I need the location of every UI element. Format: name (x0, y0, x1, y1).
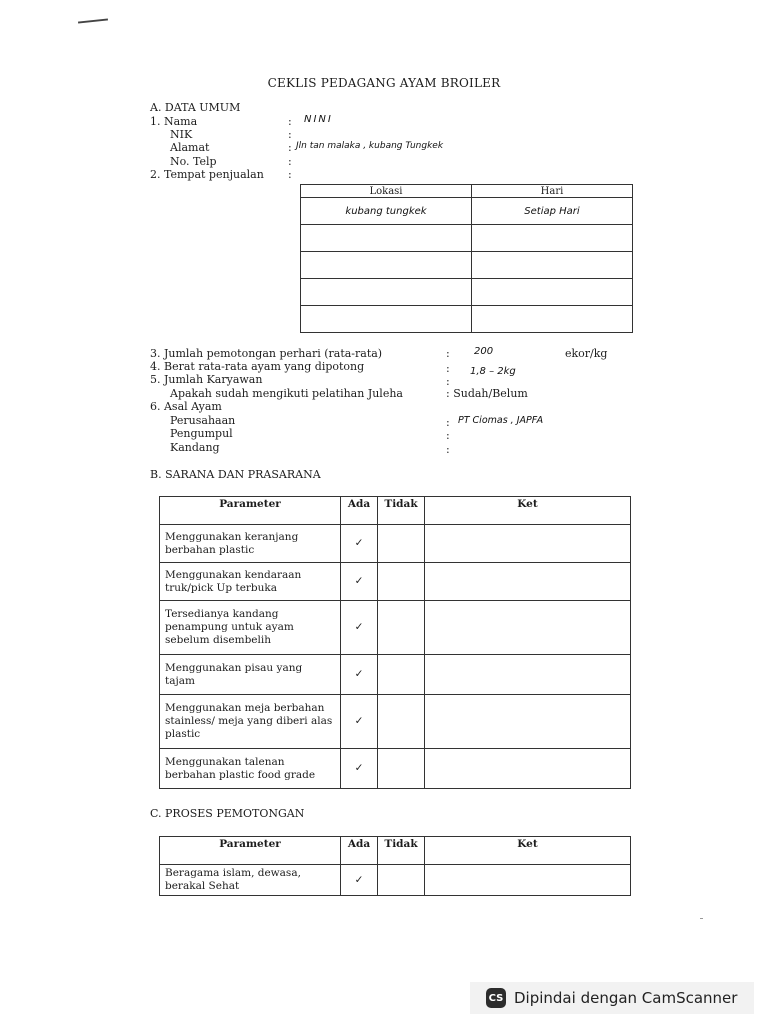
ket-cell (425, 655, 631, 695)
q6-label: 6. Asal Ayam (150, 400, 222, 413)
camscanner-icon: CS (486, 988, 506, 1008)
nik-label: NIK (170, 128, 193, 141)
hari-cell (472, 306, 633, 333)
table-row (160, 563, 631, 601)
q5b-label: Apakah sudah mengikuti pelatihan Juleha (170, 387, 403, 400)
param-cell: Menggunakan pisau yang tajam (160, 655, 341, 695)
q5-label: 5. Jumlah Karyawan (150, 373, 263, 386)
colon: : (446, 347, 450, 360)
tidak-cell (378, 601, 425, 655)
lokasi-cell (301, 225, 472, 252)
table-row (160, 525, 631, 563)
ket-cell (425, 865, 631, 896)
ket-cell (425, 695, 631, 749)
ket-cell (425, 563, 631, 601)
q3-label: 3. Jumlah pemotongan perhari (rata-rata) (150, 347, 383, 360)
q4-value: 1,8 – 2kg (470, 366, 516, 377)
q3-value: 200 (474, 346, 494, 357)
ada-check: ✓ (341, 525, 378, 563)
lokasi-header: Lokasi (301, 185, 472, 198)
lokasi-hari-table (300, 184, 633, 333)
table-row (160, 601, 631, 655)
tidak-cell (378, 695, 425, 749)
ada-check: ✓ (341, 601, 378, 655)
header-ada: Ada (341, 497, 378, 525)
tidak-cell (378, 865, 425, 896)
ada-check: ✓ (341, 563, 378, 601)
colon: : (288, 168, 292, 181)
ada-check: ✓ (341, 695, 378, 749)
colon: : (446, 362, 450, 375)
colon: : (446, 429, 450, 442)
ket-cell (425, 749, 631, 789)
header-ket: Ket (425, 837, 631, 865)
param-cell: Menggunakan meja berbahan stainless/ meja yang diberi alas plastic (160, 695, 341, 749)
q5b-value: : Sudah/Belum (446, 387, 528, 400)
colon: : (446, 443, 450, 456)
ada-check: ✓ (341, 865, 378, 896)
param-cell: Tersedianya kandang penampung untuk ayam sebelum disembelih (160, 601, 341, 655)
kandang-label: Kandang (170, 441, 220, 454)
pen-mark (78, 18, 108, 23)
colon: : (446, 375, 450, 388)
lokasi-cell (301, 252, 472, 279)
section-a-heading: A. DATA UMUM (150, 101, 241, 114)
header-tidak: Tidak (378, 497, 425, 525)
perusahaan-value: PT Ciomas , JAPFA (458, 415, 544, 426)
q4-label: 4. Berat rata-rata ayam yang dipotong (150, 360, 365, 373)
colon: : (288, 141, 292, 154)
camscanner-text: Dipindai dengan CamScanner (514, 989, 738, 1007)
param-cell: Menggunakan keranjang berbahan plastic (160, 525, 341, 563)
hari-value: Setiap Hari (472, 198, 633, 225)
lokasi-cell (301, 279, 472, 306)
nama-label: 1. Nama (150, 115, 198, 128)
header-ket: Ket (425, 497, 631, 525)
colon: : (446, 416, 450, 429)
colon: : (288, 115, 292, 128)
lokasi-value: kubang tungkek (301, 198, 472, 225)
param-cell: Menggunakan talenan berbahan plastic food grade (160, 749, 341, 789)
section-b-heading: B. SARANA DAN PRASARANA (150, 468, 321, 481)
hari-cell (472, 225, 633, 252)
page-title: CEKLIS PEDAGANG AYAM BROILER (267, 76, 501, 90)
lokasi-cell (301, 306, 472, 333)
ada-check: ✓ (341, 749, 378, 789)
tidak-cell (378, 525, 425, 563)
tempat-label: 2. Tempat penjualan (150, 168, 264, 181)
hari-cell (472, 279, 633, 306)
param-cell: Beragama islam, dewasa, berakal Sehat (160, 865, 341, 896)
ket-cell (425, 601, 631, 655)
alamat-label: Alamat (170, 141, 210, 154)
nama-value: NINI (304, 114, 333, 125)
table-row (160, 655, 631, 695)
hari-header: Hari (472, 185, 633, 198)
table-row (160, 749, 631, 789)
section-c-heading: C. PROSES PEMOTONGAN (150, 807, 305, 820)
sarana-table (159, 496, 631, 789)
telp-label: No. Telp (170, 155, 217, 168)
q3-unit: ekor/kg (565, 347, 608, 360)
camscanner-watermark (470, 982, 754, 1014)
tidak-cell (378, 563, 425, 601)
ada-check: ✓ (341, 655, 378, 695)
tidak-cell (378, 749, 425, 789)
param-cell: Menggunakan kendaraan truk/pick Up terbuka (160, 563, 341, 601)
header-ada: Ada (341, 837, 378, 865)
colon: : (288, 128, 292, 141)
pengumpul-label: Pengumpul (170, 427, 233, 440)
header-parameter: Parameter (160, 837, 341, 865)
proses-table (159, 836, 631, 896)
tidak-cell (378, 655, 425, 695)
header-tidak: Tidak (378, 837, 425, 865)
perusahaan-label: Perusahaan (170, 414, 236, 427)
hari-cell (472, 252, 633, 279)
table-row (160, 865, 631, 896)
table-row (160, 695, 631, 749)
ket-cell (425, 525, 631, 563)
colon: : (288, 155, 292, 168)
alamat-value: Jln tan malaka , kubang Tungkek (296, 141, 444, 151)
header-parameter: Parameter (160, 497, 341, 525)
scan-speck (700, 918, 703, 919)
